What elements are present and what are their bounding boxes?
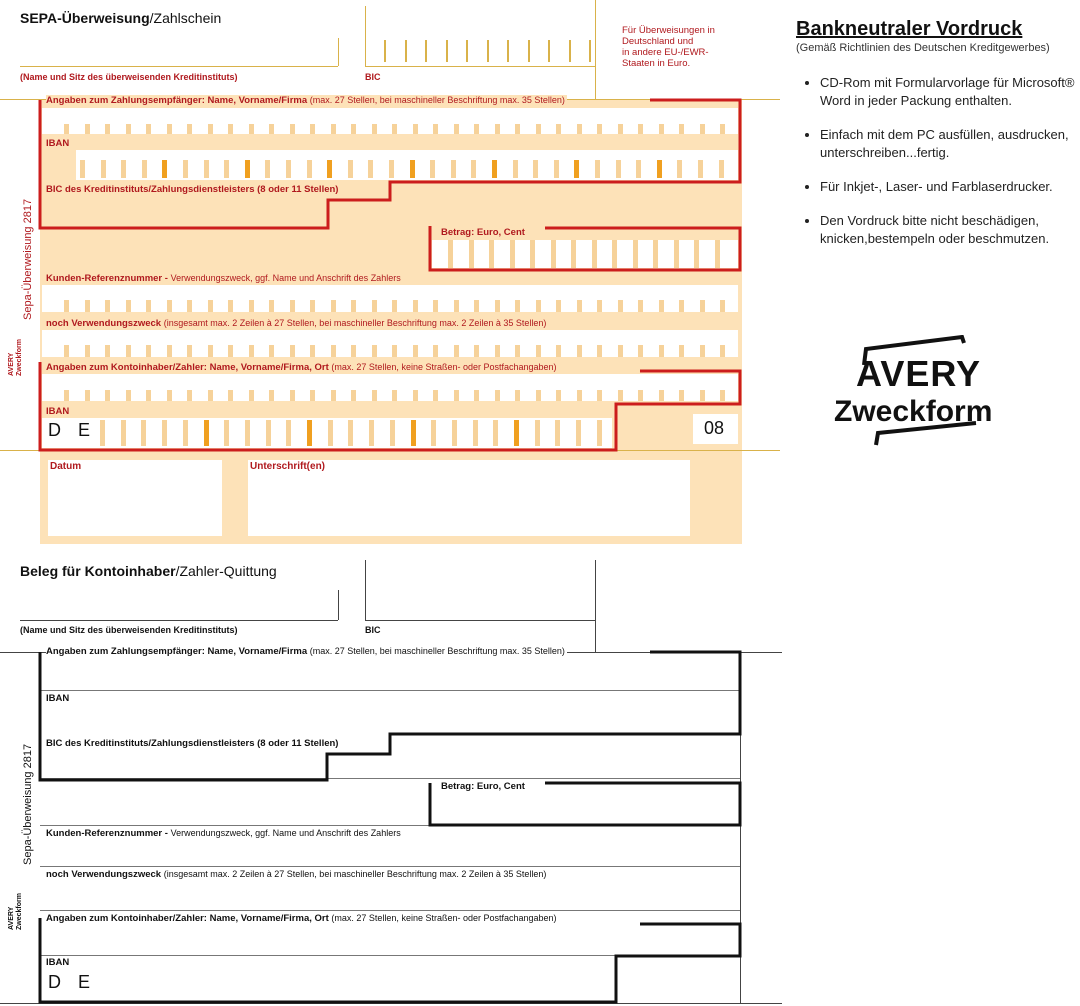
bic-bottom-line [365,620,595,621]
iban-label: IBAN [46,693,70,704]
holder-label: Angaben zum Kontoinhaber/Zahler: Name, Vorname/Firma, Ort (max. 27 Stellen, keine Straßen- oder Postfachangaben) [46,913,557,924]
iban-label: IBAN [46,138,70,149]
side-logo-text: AVERY [8,906,15,930]
date-label: Datum [50,461,82,472]
reference-label: Kunden-Referenznummer - Verwendungszweck, ggf. Name und Anschrift des Zahlers [46,828,401,839]
form-code: 08 [704,418,725,438]
payee-outline [40,652,740,780]
logo-text-bottom: Zweckform [834,395,993,428]
side-logo [8,339,24,376]
info-panel [796,18,1080,248]
info-bullet: • Einfach mit dem PC ausfüllen, ausdrucken, unterschreiben...fertig. [820,126,1080,162]
receipt-title: Beleg für Kontoinhaber/Zahler-Quittung [20,563,277,579]
form-outline [0,0,760,460]
info-subtitle: (Gemäß Richtlinien des Deutschen Kreditgewerbes) [796,42,1050,54]
institute-divider [338,590,339,620]
eu-note-line: Staaten in Euro. [622,58,691,69]
iban-prefix: D E [48,972,97,992]
reference-label: Kunden-Referenznummer - Verwendungszweck, ggf. Name und Anschrift des Zahlers [46,273,401,284]
info-bullet: • CD-Rom mit Formularvorlage für Microsoft® Word in jeder Packung enthalten. [820,74,1080,110]
institute-label: (Name und Sitz des überweisenden Kreditinstituts) [20,72,238,82]
receipt-outline [0,640,760,1006]
bic-left-line [365,560,366,620]
eu-note-line: in andere EU-/EWR- [622,47,709,58]
holder-label: Angaben zum Kontoinhaber/Zahler: Name, Vorname/Firma, Ort (max. 27 Stellen, keine Straßen- oder Postfachangaben) [46,362,557,373]
bic-right-line [595,560,596,652]
institute-label: (Name und Sitz des überweisenden Kreditinstituts) [20,625,238,635]
eu-note-line: Deutschland und [622,36,694,47]
logo-text-top: AVERY [856,353,982,394]
bic-label: BIC [365,625,381,635]
amount-label: Betrag: Euro, Cent [441,227,525,238]
avery-logo [830,335,1020,450]
payee-label: Angaben zum Zahlungsempfänger: Name, Vorname/Firma (max. 27 Stellen, bei maschineller Beschriftung max. 35 Stellen) [46,95,565,106]
side-logo-text: AVERY [8,352,15,376]
eu-note-line: Für Überweisungen in [622,25,715,36]
iban-prefix: D E [48,420,97,440]
signature-label: Unterschrift(en) [250,461,326,472]
side-text: Sepa-Überweisung 2817 [22,743,34,865]
info-bullet: • Für Inkjet-, Laser- und Farblaserdrucker. [820,178,1080,196]
purpose-label: noch Verwendungszweck (insgesamt max. 2 Zeilen à 27 Stellen, bei maschineller Beschriftung max. 2 Zeilen à 35 Stellen) [46,318,547,329]
purpose-label: noch Verwendungszweck (insgesamt max. 2 Zeilen à 27 Stellen, bei maschineller Beschriftung max. 2 Zeilen à 35 Stellen) [46,869,547,880]
side-logo-text: Zweckform [16,339,23,376]
form-title: SEPA-Überweisung/Zahlschein [20,10,222,26]
payee-label: Angaben zum Zahlungsempfänger: Name, Vorname/Firma (max. 27 Stellen, bei maschineller Beschriftung max. 35 Stellen) [46,646,565,657]
holder-outline [40,918,740,1002]
amount-label: Betrag: Euro, Cent [441,781,525,792]
info-bullet: • Den Vordruck bitte nicht beschädigen, knicken,bestempeln oder beschmutzen. [820,212,1080,248]
info-bullets [796,74,1080,248]
bic-label: BIC [365,72,381,82]
bic-institute-label: BIC des Kreditinstituts/Zahlungsdienstleisters (8 oder 11 Stellen) [46,184,339,195]
holder-iban-label: IBAN [46,406,70,417]
holder-iban-label: IBAN [46,957,70,968]
bic-institute-label: BIC des Kreditinstituts/Zahlungsdienstleisters (8 oder 11 Stellen) [46,738,339,749]
payee-outline [40,100,740,228]
bottom-left-strip [0,450,40,544]
side-logo-text: Zweckform [16,893,23,930]
side-logo [8,893,24,930]
institute-line [20,620,338,621]
info-title: Bankneutraler Vordruck [796,18,1023,40]
holder-outline [40,362,740,450]
side-text: Sepa-Überweisung 2817 [22,198,34,320]
